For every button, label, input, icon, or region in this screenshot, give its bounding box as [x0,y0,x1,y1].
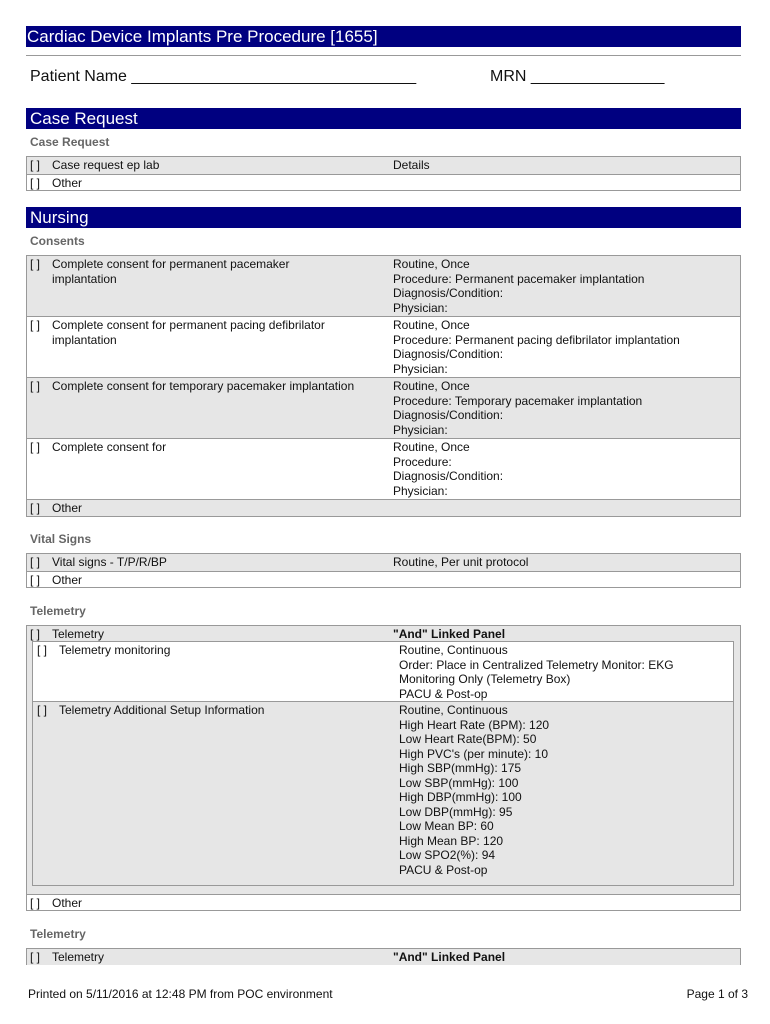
telemetry-panel-row[interactable] [27,949,740,965]
order-name: Other [52,501,83,515]
detail-line: PACU & Post-op [399,862,488,877]
mrn-field[interactable]: MRN _______________ [490,68,665,85]
order-row[interactable] [27,317,740,378]
order-set-document [26,26,741,965]
linked-panel-label: "And" Linked Panel [393,950,506,964]
order-name: Vital signs - T/P/R/BP [52,555,167,569]
patient-name-field[interactable]: Patient Name ________________________________ [30,68,417,85]
order-row[interactable] [27,439,740,500]
page-footer [28,987,748,1001]
order-details [393,318,738,376]
detail-line: PACU & Post-op [399,686,488,701]
detail-line: Physician: [393,361,448,376]
checkbox[interactable]: [ ] [37,643,48,657]
checkbox[interactable]: [ ] [30,257,41,271]
order-row[interactable] [27,256,740,317]
telemetry-table [26,625,741,911]
order-name: Complete consent for permanent pacemaker implantation [52,257,290,286]
detail-line: Procedure: Permanent pacing defibrilator implantation [393,332,680,347]
checkbox[interactable]: [ ] [37,703,48,717]
checkbox[interactable]: [ ] [30,555,41,569]
order-details [393,257,738,315]
order-name: Complete consent for [52,440,167,454]
case-request-group-title: Case Request [30,135,110,149]
order-row[interactable] [27,554,740,572]
order-row[interactable] [27,895,740,910]
telemetry-table [26,948,741,965]
telemetry-group-title: Telemetry [30,927,86,941]
detail-line: Diagnosis/Condition: [393,347,504,361]
detail-line: High SBP(mmHg): 175 [399,761,522,775]
order-row[interactable] [27,175,740,190]
linked-panel-label: "And" Linked Panel [393,627,506,641]
checkbox[interactable]: [ ] [30,627,41,641]
order-name: Case request ep lab [52,158,160,172]
order-row[interactable] [27,378,740,439]
print-info: Printed on 5/11/2016 at 12:48 PM from POC environment [28,987,333,1001]
order-details [393,158,738,173]
detail-line: High PVC's (per minute): 10 [399,746,549,761]
detail-line: Low DBP(mmHg): 95 [399,804,513,819]
detail-line: Low SPO2(%): 94 [399,848,496,862]
detail-line: Diagnosis/Condition: [393,408,504,422]
consents-group-title: Consents [30,234,85,248]
detail-line: Low Heart Rate(BPM): 50 [399,732,537,746]
order-details [399,643,744,701]
detail-line: Procedure: Permanent pacemaker implantation [393,271,645,286]
checkbox[interactable]: [ ] [30,501,41,515]
detail-line: High DBP(mmHg): 100 [399,790,522,804]
case-request-section-header: Case Request [26,108,741,129]
order-details [393,950,738,965]
order-row[interactable] [33,642,733,702]
checkbox[interactable]: [ ] [30,573,41,587]
detail-line: High Heart Rate (BPM): 120 [399,717,550,732]
detail-line: Routine, Once [393,440,470,454]
telemetry-panel-row[interactable] [27,626,740,895]
order-details [393,440,738,498]
detail-line: Details [393,158,430,172]
vital-signs-table [26,553,741,588]
page-number: Page 1 of 3 [686,987,748,1001]
detail-line: Order: Place in Centralized Telemetry Monitor: EKG [399,657,674,672]
detail-line: Diagnosis/Condition: [393,469,504,483]
checkbox[interactable]: [ ] [30,158,41,172]
consents-table [26,255,741,517]
telemetry-nested-table [32,641,734,886]
checkbox[interactable]: [ ] [30,950,41,964]
order-row[interactable] [27,572,740,587]
order-name: Other [52,896,83,910]
detail-line: Diagnosis/Condition: [393,286,504,300]
patient-info-line [26,64,741,90]
order-details [393,555,738,570]
order-name: Other [52,176,83,190]
detail-line: Low Mean BP: 60 [399,819,494,833]
detail-line: Monitoring Only (Telemetry Box) [399,672,571,686]
nursing-section-header: Nursing [26,207,741,228]
checkbox[interactable]: [ ] [30,176,41,190]
detail-line: Physician: [393,300,448,315]
order-name: Telemetry Additional Setup Information [59,703,265,717]
title-divider [26,55,741,56]
detail-line: Physician: [393,422,448,437]
telemetry-group-title: Telemetry [30,604,86,618]
detail-line: Routine, Continuous [399,703,508,717]
order-name: Telemetry [52,950,105,964]
detail-line: Routine, Once [393,318,470,332]
detail-line: Physician: [393,483,448,498]
order-row[interactable] [27,500,740,516]
order-name: Telemetry monitoring [59,643,171,657]
checkbox[interactable]: [ ] [30,379,41,393]
order-name: Complete consent for temporary pacemaker implantation [52,379,355,393]
detail-line: Procedure: Temporary pacemaker implantation [393,393,643,408]
order-row[interactable] [27,157,740,175]
checkbox[interactable]: [ ] [30,318,41,332]
order-row[interactable] [33,702,733,885]
checkbox[interactable]: [ ] [30,896,41,910]
detail-line: Procedure: [393,454,452,469]
detail-line: Routine, Per unit protocol [393,555,529,569]
document-title: Cardiac Device Implants Pre Procedure [1655] [26,26,741,47]
order-name: Other [52,573,83,587]
order-name: Telemetry [52,627,105,641]
order-name: Complete consent for permanent pacing defibrilator implantation [52,318,325,347]
detail-line: Low SBP(mmHg): 100 [399,775,519,790]
detail-line: High Mean BP: 120 [399,833,504,848]
vital-signs-group-title: Vital Signs [30,532,92,546]
checkbox[interactable]: [ ] [30,440,41,454]
order-details [399,703,744,877]
order-details [393,627,738,642]
order-details [393,379,738,437]
detail-line: Routine, Continuous [399,643,508,657]
case-request-table [26,156,741,191]
detail-line: Routine, Once [393,379,470,393]
detail-line: Routine, Once [393,257,470,271]
